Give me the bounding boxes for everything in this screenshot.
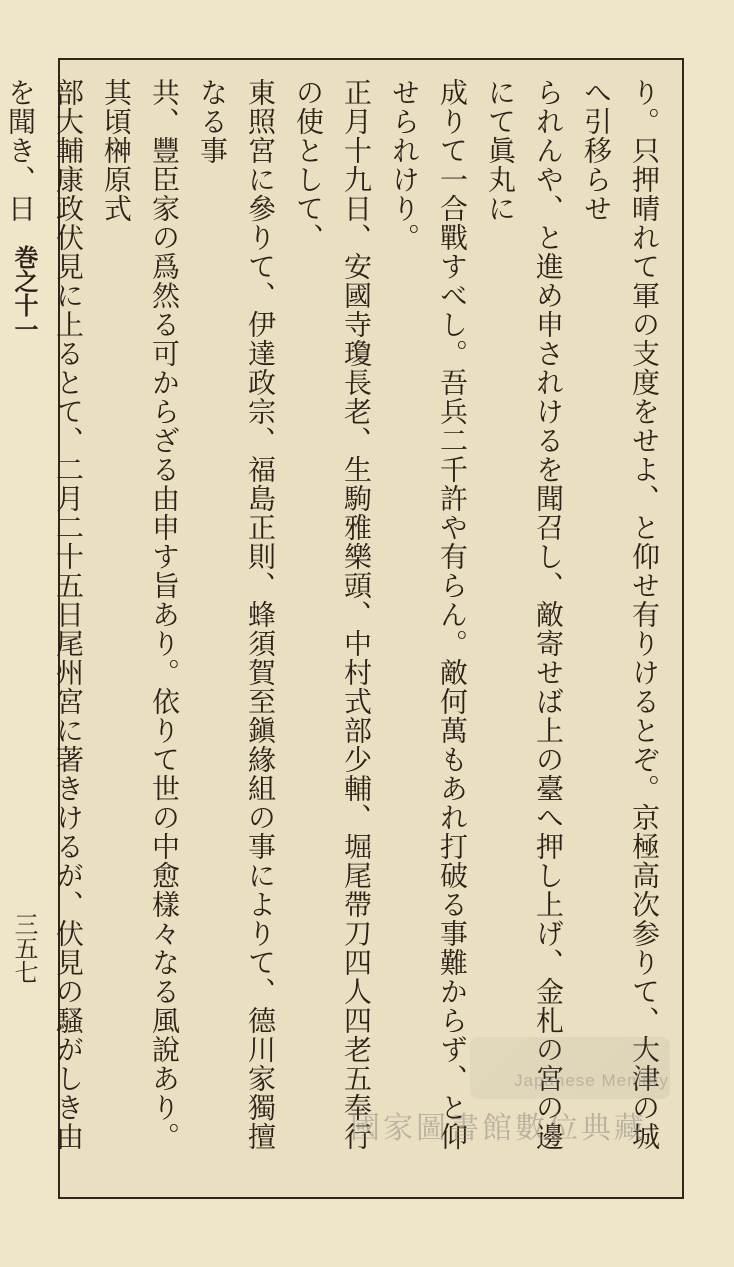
text-line: 成りて一合戰すべし。吾兵二千許や有らん。敵何萬もあれ打破る事難からず、と仰せられけり。 (388, 78, 469, 1151)
watermark-chinese-text: 國家圖書館數位典藏 (350, 1111, 647, 1146)
text-line: り。只押晴れて軍の支度をせよ、と仰せ有りけるとぞ。京極高次参りて、大津の城へ引移らせ (580, 78, 661, 1151)
text-line: られんや、と進め申されけるを聞召し、敵寄せば上の臺へ押し上げ、金札の宮の邊にて眞丸に (484, 78, 565, 1151)
volume-label: 巻之十一 (10, 245, 39, 341)
archive-watermark (350, 1059, 710, 1147)
text-line: 正月十九日、安國寺瓊長老、生駒雅樂頭、中村式部少輔、堀尾帶刀四人四老五奉行の使として、 (292, 78, 373, 1151)
watermark-english-text: Japanese Memory (514, 1071, 669, 1090)
text-line: 部大輔康政伏見に上るとて、二月二十五日尾州宮に著きけるが、伏見の騷がしき由を聞き、日 (4, 78, 85, 1151)
text-line: 東照宮に參りて、伊達政宗、福島正則、蜂須賀至鎭緣組の事によりて、德川家獨擅なる事 (196, 78, 277, 1151)
text-line: 共、豐臣家の爲然る可からざる由申す旨あり。依りて世の中愈樣々なる風說あり。其頃榊原式 (100, 78, 181, 1151)
page-number: 三五七 (10, 912, 38, 984)
